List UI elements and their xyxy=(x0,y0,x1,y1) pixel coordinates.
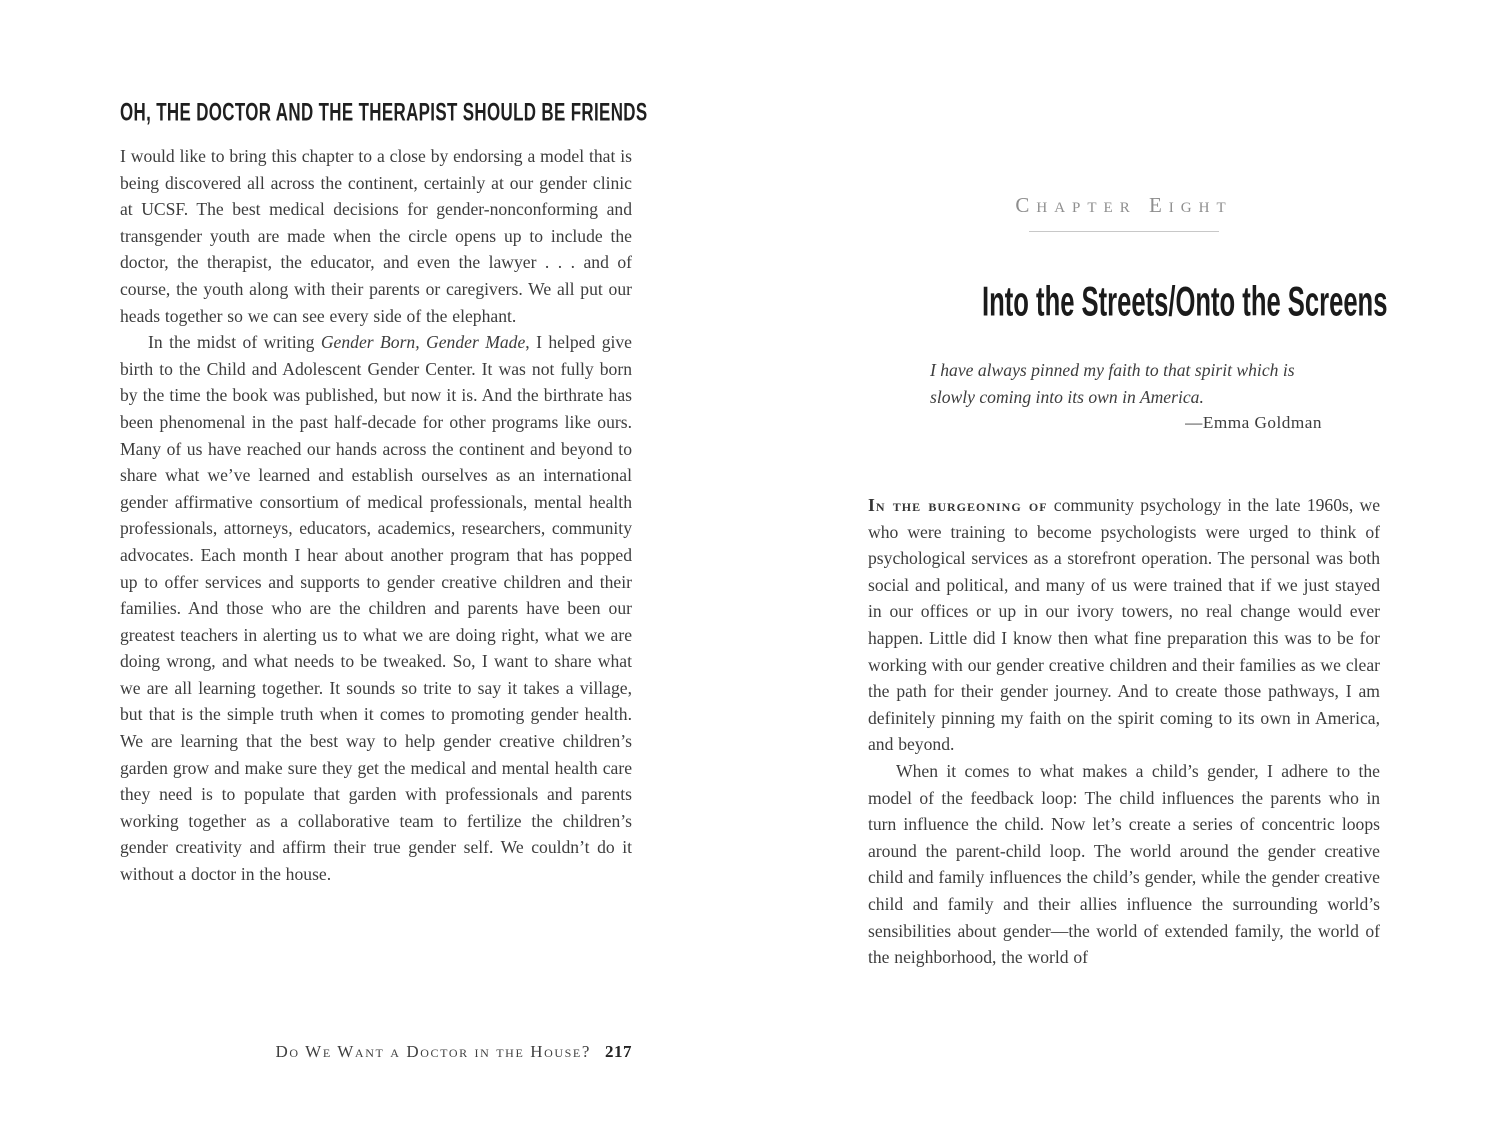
book-title-italic: Gender Born, Gender Made xyxy=(320,332,526,353)
epigraph-line: slowly coming into its own in America. xyxy=(930,386,1204,407)
paragraph: I would like to bring this chapter to a close by endorsing a model that is being discovered all across the continent, certainly at our gender clinic at UCSF. The best medical decisions for gender-nonconforming and transgender youth are made when the circle opens up to include the doctor, the therapist, the educator, and even the lawyer . . . and of course, the youth along with their parents or caregivers. We all put our heads together so we can see every side of the elephant. xyxy=(120,146,632,326)
paragraph-text: community psychology in the late 1960s, we who were training to become psychologists were urged to think of psychological services as a storefront operation. The personal was both social and political, and many of us were trained that if we just stayed in our offices or up in our ivory towers, no real change would ever happen. Little did I know then what fine preparation this was to be for working with our gender creative children and their families as we clear the path for their gender journey. And to create those pathways, I am definitely pinning my faith on the spirit coming to its own in America, and beyond. xyxy=(868,495,1381,755)
paragraph-text: , I helped give birth to the Child and Adolescent Gender Center. It was not fully born by the time the book was published, but now it is. And the birthrate has been phenomenal in the past half-decade for other programs like ours. Many of us have reached our hands across the continent and beyond to share what we’ve learned and establish ourselves as an international gender affirmative consortium of medical professionals, mental health professionals, attorneys, educators, academics, researchers, community advocates. Each month I hear about another program that has popped up to offer services and supports to gender creative children and their families. And those who are the children and parents have been our greatest teachers in alerting us to what we are doing right, what we are doing wrong, and what needs to be tweaked. So, I want to share what we are all learning together. It sounds so trite to say it takes a village, but that is the simple truth when it comes to promoting gender health. We are learning that the best way to help gender creative children’s garden grow and make sure they get the medical and mental health care they need is to populate that garden with professionals and parents working together as a collaborative team to fertilize the children’s gender creativity and affirm their true gender self. We couldn’t do it without a doctor in the house. xyxy=(120,332,632,885)
left-page xyxy=(120,97,648,1080)
chapter-title-row xyxy=(868,278,1388,326)
section-heading-row xyxy=(120,97,648,127)
epigraph-line: I have always pinned my faith to that spirit which is xyxy=(930,360,1295,380)
right-page xyxy=(868,193,1388,1073)
footer-chapter-title: Do We Want a Doctor in the House? xyxy=(275,1042,591,1061)
paragraph: When it comes to what makes a child’s gender, I adhere to the model of the feedback loop: The child influences the parents who in turn influence the child. Now let’s create a series of concentric loops around the parent-child loop. The world around the gender creative child and family influences the child’s gender, while the gender creative child and family and their allies influence the surrounding world’s sensibilities about gender—the world of extended family, the world of the neighborhood, the world of xyxy=(868,760,1380,968)
section-heading: OH, THE DOCTOR AND THE THERAPIST SHOULD BE FRIENDS xyxy=(120,97,648,127)
lead-in-small-caps: In the burgeoning of xyxy=(868,495,1048,515)
chapter-rule xyxy=(1029,231,1219,232)
epigraph-attribution: —Emma Goldman xyxy=(1185,413,1322,432)
chapter-title: Into the Streets/Onto the Screens xyxy=(982,278,1388,326)
page-number: 217 xyxy=(605,1042,632,1061)
paragraph xyxy=(868,492,1380,758)
epigraph xyxy=(930,357,1322,436)
paragraph xyxy=(120,329,632,887)
chapter-label: Chapter Eight xyxy=(1015,193,1233,217)
running-footer xyxy=(120,1042,632,1062)
paragraph-text: In the midst of writing xyxy=(148,332,321,353)
